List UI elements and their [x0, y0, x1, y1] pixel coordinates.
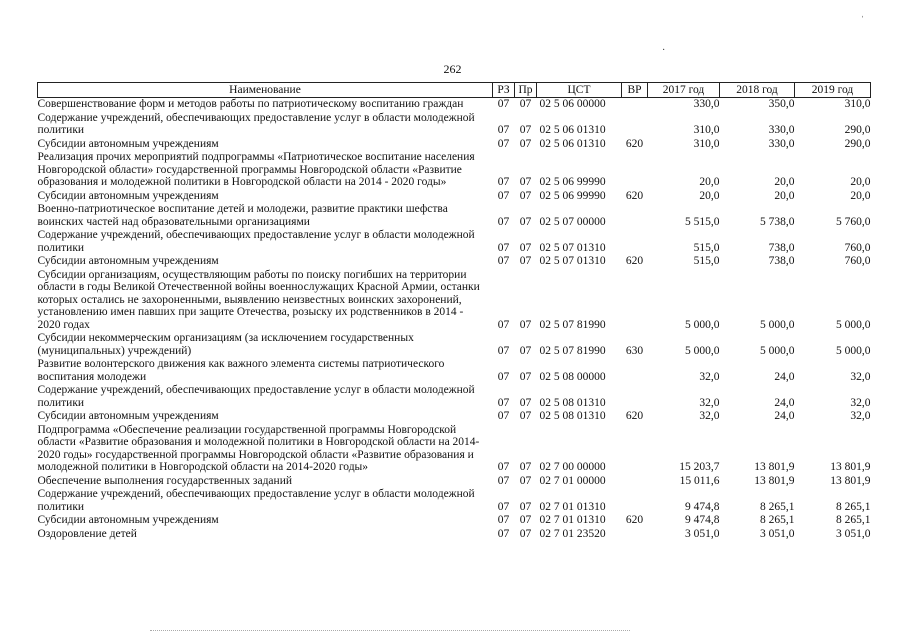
row-2017-cell: 515,0	[693, 241, 720, 254]
row-name-cell: Содержание учреждений, обеспечивающих предоставление услуг в области молодежной политики	[37, 111, 475, 136]
row-pr-cell: 07	[519, 176, 532, 188]
row-2018-cell: 8 265,1	[760, 500, 795, 513]
table-row	[38, 332, 871, 358]
row-name-cell: Содержание учреждений, обеспечивающих предоставление услуг в области молодежной политики	[37, 229, 475, 254]
row-rz-cell: 07	[497, 344, 510, 357]
row-pr-cell: 07	[519, 370, 532, 383]
row-2019-cell: 32,0	[850, 370, 871, 383]
row-rz-cell: 07	[497, 474, 510, 487]
row-vr-cell: 620	[625, 514, 644, 526]
row-2018-cell: 330,0	[768, 124, 795, 136]
row-cst-cell: 02 5 06 99990	[539, 176, 606, 188]
table-row	[38, 424, 871, 475]
page-number: 262	[443, 62, 462, 76]
row-vr-cell	[622, 269, 648, 333]
row-2017-cell: 5 515,0	[685, 215, 720, 228]
row-2018-cell: 13 801,9	[754, 474, 795, 487]
column-header-vr: ВР	[622, 83, 648, 98]
row-2017-cell: 20,0	[699, 176, 720, 188]
table-row	[38, 112, 871, 138]
row-2017-cell: 515,0	[693, 255, 720, 267]
row-pr-cell: 07	[519, 241, 532, 254]
table-row	[38, 203, 871, 229]
row-rz-cell: 07	[497, 215, 510, 228]
row-2019-cell: 20,0	[850, 176, 871, 188]
row-cst-cell: 02 5 07 00000	[539, 215, 606, 228]
table-row	[38, 98, 871, 112]
row-cst-cell: 02 7 01 01310	[539, 514, 606, 526]
row-2019-cell: 760,0	[844, 241, 871, 254]
row-2018-cell: 5 000,0	[760, 318, 795, 331]
row-pr-cell: 07	[519, 396, 532, 409]
row-2018-cell: 13 801,9	[754, 461, 795, 473]
row-2017-cell: 310,0	[693, 137, 720, 150]
row-vr-cell	[622, 229, 648, 255]
row-name-cell: Субсидии автономным учреждениям	[37, 137, 219, 150]
row-cst-cell: 02 5 07 01310	[539, 241, 606, 254]
row-vr-cell	[622, 424, 648, 475]
row-rz-cell: 07	[497, 527, 510, 540]
row-rz-cell: 07	[497, 318, 510, 331]
row-rz-cell: 07	[497, 500, 510, 513]
row-2019-cell: 5 000,0	[836, 344, 871, 357]
row-2018-cell: 20,0	[774, 176, 795, 188]
row-name-cell: Совершенствование форм и методов работы по патриотическому воспитанию граждан	[37, 98, 464, 110]
row-rz-cell: 07	[497, 255, 510, 267]
column-header-2017: 2017 год	[648, 83, 720, 98]
row-cst-cell: 02 5 06 00000	[539, 98, 606, 110]
row-2019-cell: 310,0	[844, 98, 871, 110]
row-cst-cell: 02 7 01 01310	[539, 500, 606, 513]
row-rz-cell: 07	[497, 514, 510, 526]
row-2019-cell: 760,0	[844, 255, 871, 267]
row-vr-cell: 620	[625, 189, 644, 202]
table-row	[38, 229, 871, 255]
row-cst-cell: 02 5 07 81990	[539, 318, 606, 331]
row-2018-cell: 24,0	[774, 410, 795, 422]
row-2017-cell: 9 474,8	[685, 500, 720, 513]
row-2018-cell: 350,0	[768, 98, 795, 110]
row-rz-cell: 07	[497, 98, 510, 110]
row-2017-cell: 5 000,0	[685, 344, 720, 357]
row-name-cell: Военно-патриотическое воспитание детей и молодежи, развитие практики шефства воинских частей над образовательными организациями	[37, 203, 448, 228]
row-2017-cell: 32,0	[699, 370, 720, 383]
row-2017-cell: 5 000,0	[685, 318, 720, 331]
row-pr-cell: 07	[519, 137, 532, 150]
table-row	[38, 488, 871, 514]
column-header-cst: ЦСТ	[537, 83, 622, 98]
row-2017-cell: 15 011,6	[679, 474, 720, 487]
row-cst-cell: 02 7 01 00000	[539, 474, 606, 487]
row-cst-cell: 02 5 08 00000	[539, 370, 606, 383]
column-header-2019: 2019 год	[795, 83, 871, 98]
row-pr-cell: 07	[519, 189, 532, 202]
row-rz-cell: 07	[497, 461, 510, 473]
row-cst-cell: 02 7 01 23520	[539, 527, 606, 540]
row-name-cell: Развитие волонтерского движения как важного элемента системы патриотического воспитания молодежи	[37, 358, 445, 383]
row-rz-cell: 07	[497, 189, 510, 202]
row-cst-cell: 02 5 06 99990	[539, 189, 606, 202]
row-pr-cell: 07	[519, 474, 532, 487]
row-2019-cell: 5 000,0	[836, 318, 871, 331]
row-2018-cell: 5 000,0	[760, 344, 795, 357]
row-cst-cell: 02 5 07 01310	[539, 255, 606, 267]
row-2018-cell: 24,0	[774, 396, 795, 409]
row-2019-cell: 8 265,1	[836, 500, 871, 513]
row-vr-cell: 630	[625, 344, 644, 357]
row-rz-cell: 07	[497, 370, 510, 383]
row-2018-cell: 330,0	[768, 137, 795, 150]
table-header	[38, 83, 871, 98]
row-rz-cell: 07	[497, 124, 510, 136]
row-pr-cell: 07	[519, 461, 532, 473]
row-cst-cell: 02 5 08 01310	[539, 410, 606, 422]
row-2018-cell: 738,0	[768, 255, 795, 267]
row-name-cell: Обеспечение выполнения государственных заданий	[37, 474, 292, 487]
row-name-cell: Содержание учреждений, обеспечивающих предоставление услуг в области молодежной политики	[37, 384, 475, 409]
row-cst-cell: 02 5 08 01310	[539, 396, 606, 409]
row-name-cell: Содержание учреждений, обеспечивающих предоставление услуг в области молодежной политики	[37, 488, 475, 513]
row-name-cell: Реализация прочих мероприятий подпрограммы «Патриотическое воспитание населения Новгородской области» государственной программы Новгородской области «Развитие образования и молодежной политики в Новгородской области на 2014 - 2020 годы»	[37, 151, 475, 188]
row-vr-cell: 620	[625, 137, 644, 150]
row-2018-cell: 24,0	[774, 370, 795, 383]
table-row	[38, 514, 871, 528]
row-2017-cell: 310,0	[693, 124, 720, 136]
column-header-2018: 2018 год	[720, 83, 795, 98]
row-vr-cell	[622, 528, 648, 542]
row-rz-cell: 07	[497, 396, 510, 409]
row-name-cell: Субсидии автономным учреждениям	[37, 189, 219, 202]
row-2019-cell: 20,0	[850, 189, 871, 202]
row-2018-cell: 5 738,0	[760, 215, 795, 228]
table-row	[38, 475, 871, 489]
row-2018-cell: 20,0	[774, 189, 795, 202]
row-pr-cell: 07	[519, 124, 532, 136]
row-2019-cell: 8 265,1	[836, 514, 871, 526]
row-name-cell: Подпрограмма «Обеспечение реализации государственной программы Новгородской области «Развитие образования и молодежной политики в Новгородской области на 2014-2020 годы» государственной программы Новгородской области «Развитие образования и молодежной политики в Новгородской области на 2014-2020 годы»	[37, 423, 480, 473]
row-pr-cell: 07	[519, 215, 532, 228]
row-pr-cell: 07	[519, 500, 532, 513]
table-body	[38, 98, 871, 542]
table-row	[38, 138, 871, 152]
table-row	[38, 190, 871, 204]
row-2019-cell: 290,0	[844, 137, 871, 150]
row-2018-cell: 3 051,0	[760, 527, 795, 540]
budget-table	[37, 82, 871, 541]
row-rz-cell: 07	[497, 137, 510, 150]
row-rz-cell: 07	[497, 176, 510, 188]
stray-mark: ·	[662, 45, 666, 56]
row-vr-cell	[622, 475, 648, 489]
row-pr-cell: 07	[519, 344, 532, 357]
row-pr-cell: 07	[519, 527, 532, 540]
table-row	[38, 151, 871, 190]
row-2017-cell: 330,0	[693, 98, 720, 110]
row-vr-cell	[622, 488, 648, 514]
row-vr-cell	[622, 358, 648, 384]
row-vr-cell	[622, 384, 648, 410]
row-name-cell: Оздоровление детей	[37, 527, 137, 540]
row-vr-cell: 620	[625, 410, 644, 422]
row-2019-cell: 32,0	[850, 410, 871, 422]
row-vr-cell	[622, 151, 648, 190]
table-row	[38, 384, 871, 410]
row-cst-cell: 02 5 07 81990	[539, 344, 606, 357]
row-vr-cell	[622, 98, 648, 112]
row-2019-cell: 3 051,0	[836, 527, 871, 540]
row-2018-cell: 738,0	[768, 241, 795, 254]
row-2017-cell: 32,0	[699, 410, 720, 422]
row-2017-cell: 32,0	[699, 396, 720, 409]
row-vr-cell	[622, 112, 648, 138]
corner-mark: ˌ	[861, 7, 865, 18]
row-2019-cell: 13 801,9	[830, 474, 871, 487]
table-row	[38, 528, 871, 542]
row-cst-cell: 02 5 06 01310	[539, 137, 606, 150]
column-header-name: Наименование	[38, 83, 493, 98]
row-pr-cell: 07	[519, 514, 532, 526]
column-header-pr: Пр	[515, 83, 537, 98]
table-row	[38, 255, 871, 269]
row-2019-cell: 32,0	[850, 396, 871, 409]
row-2017-cell: 3 051,0	[685, 527, 720, 540]
row-cst-cell: 02 5 06 01310	[539, 124, 606, 136]
row-rz-cell: 07	[497, 410, 510, 422]
row-pr-cell: 07	[519, 255, 532, 267]
row-2017-cell: 9 474,8	[685, 514, 720, 526]
row-name-cell: Субсидии автономным учреждениям	[37, 410, 219, 422]
row-pr-cell: 07	[519, 98, 532, 110]
table-row	[38, 358, 871, 384]
row-2017-cell: 15 203,7	[679, 461, 720, 473]
column-header-rz: РЗ	[493, 83, 515, 98]
row-2019-cell: 13 801,9	[830, 461, 871, 473]
row-2017-cell: 20,0	[699, 189, 720, 202]
row-pr-cell: 07	[519, 410, 532, 422]
table-row	[38, 410, 871, 424]
row-name-cell: Субсидии автономным учреждениям	[37, 255, 219, 267]
row-name-cell: Субсидии некоммерческим организациям (за исключением государственных (муниципальных) учреждений)	[37, 332, 414, 357]
row-cst-cell: 02 7 00 00000	[539, 461, 606, 473]
table-row	[38, 269, 871, 333]
row-2019-cell: 5 760,0	[836, 215, 871, 228]
row-rz-cell: 07	[497, 241, 510, 254]
row-name-cell: Субсидии организациям, осуществляющим работы по поиску погибших на территории области в годы Великой Отечественной войны военнослужащих Красной Армии, останки которых остались не захороненными, выявлению неизвестных воинских захоронений, установлению имен павших при защите Отечества, розыску их родственников в 2014 - 2020 годах	[37, 268, 480, 331]
row-vr-cell	[622, 203, 648, 229]
row-2019-cell: 290,0	[844, 124, 871, 136]
row-pr-cell: 07	[519, 318, 532, 331]
row-2018-cell: 8 265,1	[760, 514, 795, 526]
row-vr-cell: 620	[625, 255, 644, 267]
scan-artifact-line	[150, 630, 630, 633]
row-name-cell: Субсидии автономным учреждениям	[37, 514, 219, 526]
